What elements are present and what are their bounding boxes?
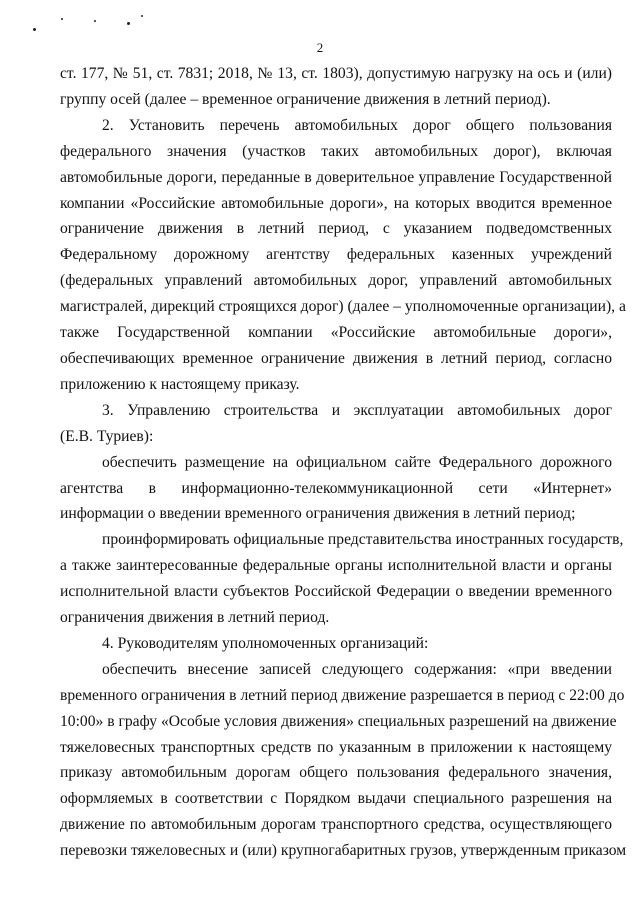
text-line: а также заинтересованные федеральные органы исполнительной власти и органы <box>60 557 612 575</box>
text-line: временного ограничения в летний период движение разрешается в период с 22:00 до <box>60 686 625 704</box>
text-line: 10:00» в графу «Особые условия движения» специальных разрешений на движение <box>60 712 617 730</box>
text-line: ограничения движения в летний период. <box>60 609 330 627</box>
text-line: магистралей, дирекций строящихся дорог) (далее – уполномоченные организации), а <box>60 298 626 316</box>
text-line: оформляемых в соответствии с Порядком выдачи специального разрешения на <box>60 790 612 808</box>
text-line: информации о введении временного ограничения движения в летний период; <box>60 505 576 523</box>
text-line: компании «Российские автомобильные дороги», на которых вводится временное <box>60 194 612 212</box>
text-line: также Государственной компании «Российские автомобильные дороги», <box>60 324 612 342</box>
text-line: обеспечивающих временное ограничение движения в летний период, согласно <box>60 349 612 367</box>
text-line: автомобильные дороги, переданные в доверительное управление Государственной <box>60 168 612 186</box>
page-number: 2 <box>316 40 324 55</box>
text-line: приказу автомобильным дорогам общего пользования федерального значения, <box>60 764 612 782</box>
text-line: 4. Руководителям уполномоченных организаций: <box>102 634 429 652</box>
text-line: Федеральному дорожному агентству федеральных казенных учреждений <box>60 246 612 264</box>
text-line: (федеральных управлений автомобильных дорог, управлений автомобильных <box>60 272 612 290</box>
text-line: движение по автомобильным дорогам транспортного средства, осуществляющего <box>60 816 612 834</box>
text-line: группу осей (далее – временное ограничение движения в летний период). <box>60 90 551 108</box>
text-line: ограничение движения в летний период, с указанием подведомственных <box>60 220 612 238</box>
text-line: (Е.В. Туриев): <box>60 427 154 445</box>
text-line: обеспечить размещение на официальном сайте Федерального дорожного <box>102 453 612 471</box>
text-line: обеспечить внесение записей следующего содержания: «при введении <box>102 660 612 678</box>
text-line: приложению к настоящему приказу. <box>60 375 300 393</box>
text-line: исполнительной власти субъектов Российской Федерации о введении временного <box>60 583 612 601</box>
text-line: федерального значения (участков таких автомобильных дорог), включая <box>60 142 612 160</box>
text-line: 2. Установить перечень автомобильных дорог общего пользования <box>102 116 612 134</box>
text-line: 3. Управлению строительства и эксплуатации автомобильных дорог <box>102 401 612 419</box>
text-line: перевозки тяжеловесных и (или) крупногабаритных грузов, утвержденным приказом <box>60 842 627 860</box>
text-line: проинформировать официальные представительства иностранных государств, <box>102 531 624 549</box>
document-body <box>60 61 627 864</box>
text-line: агентства в информационно-телекоммуникационной сети «Интернет» <box>60 479 612 497</box>
text-line: ст. 177, № 51, ст. 7831; 2018, № 13, ст. 1803), допустимую нагрузку на ось и (или) <box>60 65 612 82</box>
text-line: тяжеловесных транспортных средств по указанным в приложении к настоящему <box>60 738 612 756</box>
